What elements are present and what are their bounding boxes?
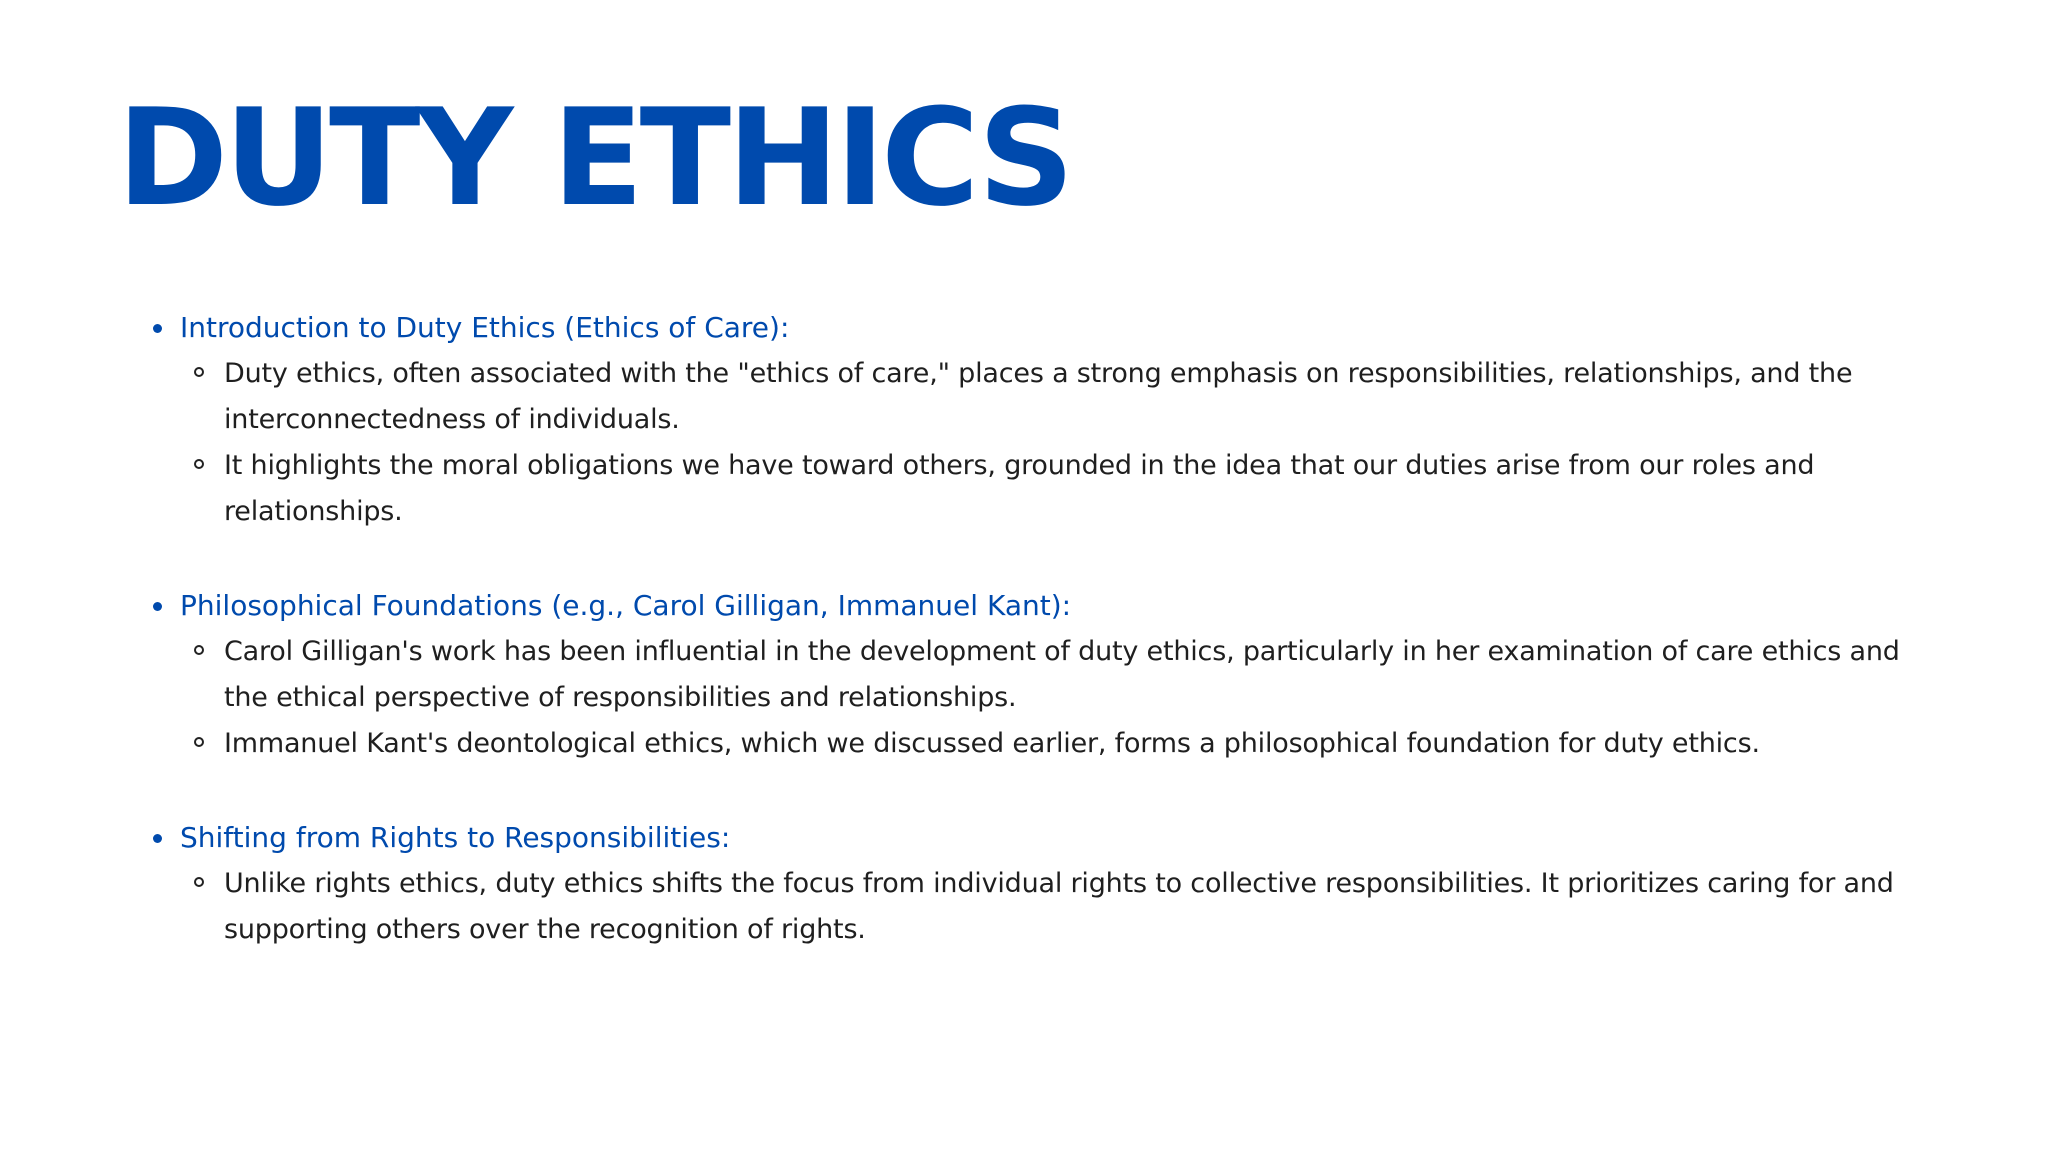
circle-bullet-icon [194, 459, 204, 469]
bullet-dot-icon [153, 324, 162, 333]
section-heading: Introduction to Duty Ethics (Ethics of Care): [180, 311, 790, 344]
list-item-text: Duty ethics, often associated with the "ethics of care," places a strong emphasis on responsibilities, relationships, and the interconnectedness of individuals. [224, 358, 1853, 435]
bullet-dot-icon [153, 834, 162, 843]
circle-bullet-icon [194, 367, 204, 377]
list-item-text: Immanuel Kant's deontological ethics, which we discussed earlier, forms a philosophical foundation for duty ethics. [224, 728, 1760, 759]
slide-title: DUTY ETHICS [117, 80, 1071, 236]
section-heading-row [150, 583, 1950, 629]
section-heading-row [150, 815, 1950, 861]
circle-bullet-icon [194, 645, 204, 655]
section-heading: Philosophical Foundations (e.g., Carol Gilligan, Immanuel Kant): [180, 589, 1072, 622]
list-item [194, 861, 1950, 953]
sub-bullet-list [150, 861, 1950, 953]
list-item-text: It highlights the moral obligations we have toward others, grounded in the idea that our duties arise from our roles and relationships. [224, 450, 1815, 527]
circle-bullet-icon [194, 737, 204, 747]
list-item [194, 443, 1950, 535]
list-item [194, 629, 1950, 721]
section-heading-row [150, 305, 1950, 351]
section-rights-to-responsibilities [150, 815, 1950, 953]
section-philosophical-foundations [150, 583, 1950, 767]
bullet-content [150, 305, 1950, 1001]
section-introduction [150, 305, 1950, 535]
sub-bullet-list [150, 629, 1950, 767]
sub-bullet-list [150, 351, 1950, 535]
bullet-dot-icon [153, 602, 162, 611]
section-heading: Shifting from Rights to Responsibilities: [180, 821, 731, 854]
list-item-text: Unlike rights ethics, duty ethics shifts the focus from individual rights to collective responsibilities. It prioritizes caring for and supporting others over the recognition of rights. [224, 868, 1894, 945]
list-item-text: Carol Gilligan's work has been influential in the development of duty ethics, particularly in her examination of care ethics and the ethical perspective of responsibilities and relationships. [224, 636, 1900, 713]
list-item [194, 351, 1950, 443]
circle-bullet-icon [194, 877, 204, 887]
list-item [194, 721, 1950, 767]
